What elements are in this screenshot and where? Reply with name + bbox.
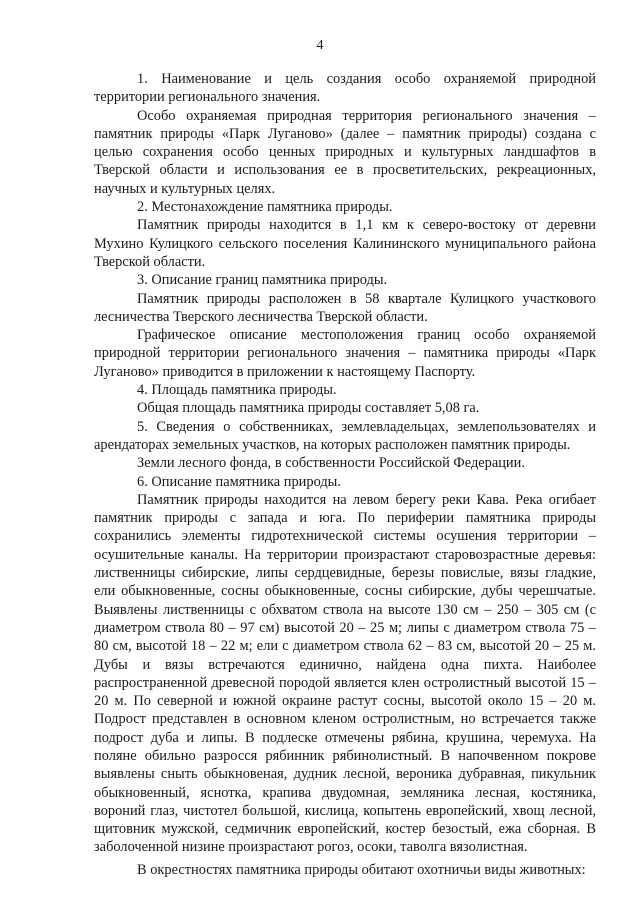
section-1-heading: 1. Наименование и цель создания особо охраняемой природной территории регионального значения. <box>94 71 596 106</box>
section-4-text: Общая площадь памятника природы составляет 5,08 га. <box>137 400 480 417</box>
section-3-graphic-description: Графическое описание местоположения границ особо охраняемой природной территории регионального значения – памятника природы «Парк Луганово» приводится в приложении к настоящему Паспорту. <box>94 327 596 380</box>
section-3-heading: 3. Описание границ памятника природы. <box>137 272 388 289</box>
section-6-text: Памятник природы находится на левом берегу реки Кава. Река огибает памятник природы с запада и юга. По периферии памятника природы сохранились элементы гидротехнической системы осушения территории – осушительные каналы. На территории произрастают старовозрастные деревья: лиственницы сибирские, липы сердцевидные, березы повислые, вязы гладкие, ели обыкновенные, сосны обыкновенные, сосны сибирские, дубы черешчатые. Выявлены лиственницы с обхватом ствола на высоте 130 см – 250 – 305 см (с диаметром ствола 80 – 97 см) высотой 20 – 25 м; липы с диаметром ствола 75 – 80 см, высотой 18 – 22 м; ели с диаметром ствола 62 – 83 см, высотой 20 – 25 м. Дубы и вязы встречаются единично, найдена одна пихта. Наиболее распространенной древесной породой является клен остролистный высотой 15 – 20 м. По северной и южной окраине растут сосны, высотой около 15 – 20 м. Подрост представлен в основном кленом остролистным, но встречается также подрост дуба и липы. В подлеске отмечены рябина, крушина, черемуха. На поляне обильно разросся рябинник рябинолистный. В напочвенном покрове выявлены сныть обыкновеная, дудник лесной, вероника дубравная, пикульник обыкновенный, яснотка, крапива двудомная, земляника лесная, костяника, вороний глаз, чистотел большой, кислица, копытень европейский, хвощ лесной, щитовник мужской, седмичник европейский, костер безостый, ежа сборная. В заболоченной низине произрастают рогоз, осоки, таволга вязолистная. <box>94 491 596 856</box>
document-body <box>94 70 596 879</box>
page-number: 4 <box>316 38 324 53</box>
section-1-text: Особо охраняемая природная территория регионального значения – памятник природы «Парк Луганово» (далее – памятник природы) создана с целью сохранения особо ценных природных и культурных ландшафтов в Тверской области и использования ее в просветительских, рекреационных, научных и культурных целях. <box>94 107 596 197</box>
section-2-text: Памятник природы находится в 1,1 км к северо-востоку от деревни Мухино Кулицкого сельского поселения Калининского муниципального района Тверской области. <box>94 217 596 270</box>
section-5-heading: 5. Сведения о собственниках, землевладельцах, землепользователях и арендаторах земельных участков, на которых расположен памятник природы. <box>94 418 596 453</box>
section-5-text: Земли лесного фонда, в собственности Российской Федерации. <box>137 455 525 472</box>
section-3-text: Памятник природы расположен в 58 квартале Кулицкого участкового лесничества Тверского лесничества Тверской области. <box>94 290 596 325</box>
section-4-heading: 4. Площадь памятника природы. <box>137 382 337 399</box>
section-6-heading: 6. Описание памятника природы. <box>137 473 341 490</box>
section-2-heading: 2. Местонахождение памятника природы. <box>137 199 393 216</box>
fauna-intro-text: В окрестностях памятника природы обитают охотничьи виды животных: <box>137 861 586 878</box>
